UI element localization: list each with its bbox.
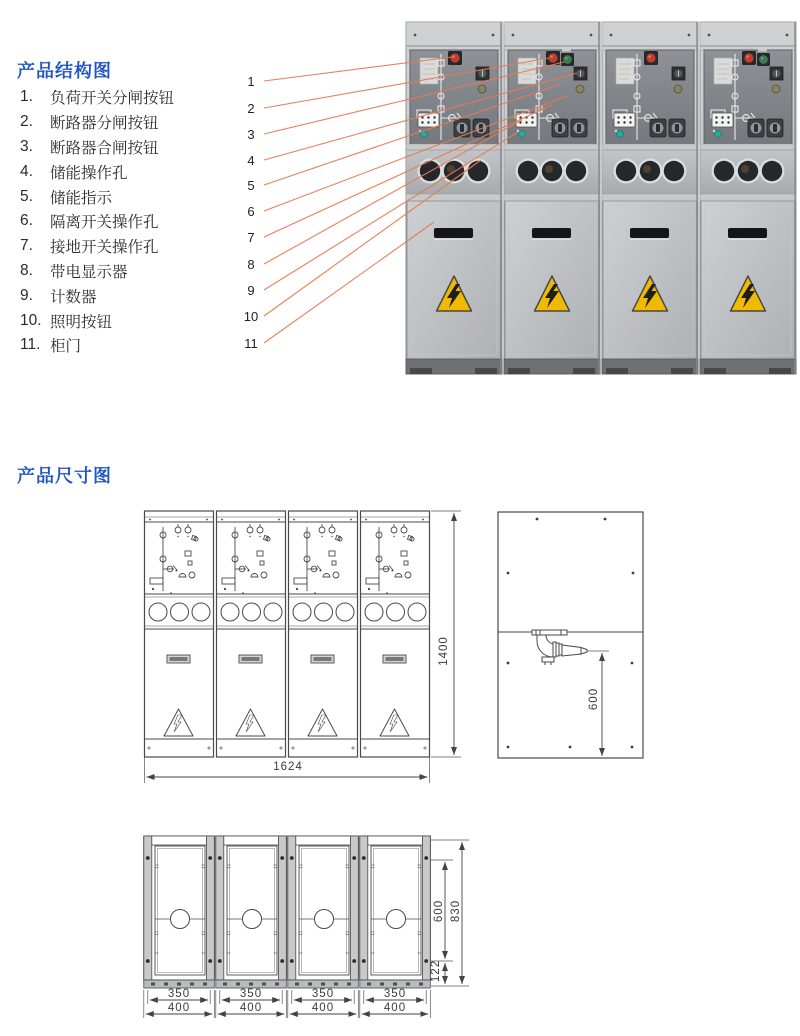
callout-number: 2 <box>247 101 255 116</box>
dim-module-inner: 350 <box>311 988 335 1000</box>
callout-number: 3 <box>247 127 255 142</box>
dim-module-inner: 350 <box>383 988 407 1000</box>
dim-depth-upper: 600 <box>433 899 445 923</box>
callout-number: 5 <box>247 178 255 193</box>
list-item <box>20 283 174 308</box>
cabinet-4 <box>700 22 796 374</box>
dim-total-depth: 830 <box>450 899 462 923</box>
list-item <box>20 259 174 284</box>
item-label: 断路器分闸按钮 <box>50 115 159 133</box>
callout-number: 10 <box>243 309 259 324</box>
list-item <box>20 209 174 234</box>
item-number: 9. <box>20 286 33 304</box>
structure-section-title: 产品结构图 <box>17 60 112 81</box>
switchgear-photo-svg <box>405 20 797 376</box>
list-item <box>20 333 174 358</box>
list-item <box>20 135 174 160</box>
callout-number: 9 <box>247 283 255 298</box>
side-view-drawing <box>495 505 670 800</box>
list-item <box>20 308 174 333</box>
parts-list <box>20 85 174 358</box>
item-label: 隔离开关操作孔 <box>50 214 159 232</box>
item-label: 照明按钮 <box>50 313 113 331</box>
item-number: 1. <box>20 88 33 106</box>
item-label: 负荷开关分闸按钮 <box>50 90 175 108</box>
cabinet-1 <box>406 22 502 374</box>
item-label: 接地开关操作孔 <box>50 239 159 257</box>
list-item <box>20 85 174 110</box>
list-item <box>20 184 174 209</box>
item-number: 6. <box>20 212 33 230</box>
dim-front-width: 1624 <box>273 761 303 773</box>
item-number: 4. <box>20 162 33 180</box>
item-number: 2. <box>20 113 33 131</box>
callout-number: 7 <box>247 230 255 245</box>
switchgear-photo <box>405 20 797 376</box>
cabinet-3 <box>602 22 698 374</box>
item-label: 断路器合闸按钮 <box>50 139 159 157</box>
item-number: 8. <box>20 261 33 279</box>
list-item <box>20 159 174 184</box>
callout-number: 6 <box>247 204 255 219</box>
dim-rear-offset: 122 <box>430 959 442 983</box>
item-label: 储能指示 <box>50 189 113 207</box>
dimension-section-title: 产品尺寸图 <box>17 465 112 486</box>
dim-side-bushing-height: 600 <box>588 687 600 711</box>
dim-module-inner: 350 <box>239 988 263 1000</box>
dim-front-height: 1400 <box>438 636 450 666</box>
dim-module-outer: 400 <box>167 1002 191 1014</box>
item-label: 储能操作孔 <box>50 164 128 182</box>
callout-number: 4 <box>247 153 255 168</box>
item-number: 3. <box>20 137 33 155</box>
item-number: 10. <box>20 311 42 329</box>
front-view-drawing <box>143 505 473 800</box>
callout-number: 1 <box>247 74 255 89</box>
dim-module-inner: 350 <box>167 988 191 1000</box>
cabinet-2 <box>504 22 600 374</box>
item-number: 7. <box>20 237 33 255</box>
item-number: 11. <box>20 336 41 354</box>
list-item <box>20 234 174 259</box>
list-item <box>20 110 174 135</box>
callout-number: 8 <box>247 257 255 272</box>
dim-module-outer: 400 <box>383 1002 407 1014</box>
callout-number: 11 <box>244 336 258 351</box>
item-label: 带电显示器 <box>50 263 128 281</box>
item-label: 柜门 <box>50 338 82 356</box>
dim-module-outer: 400 <box>311 1002 335 1014</box>
dim-module-outer: 400 <box>239 1002 263 1014</box>
item-number: 5. <box>20 187 33 205</box>
item-label: 计数器 <box>50 288 97 306</box>
